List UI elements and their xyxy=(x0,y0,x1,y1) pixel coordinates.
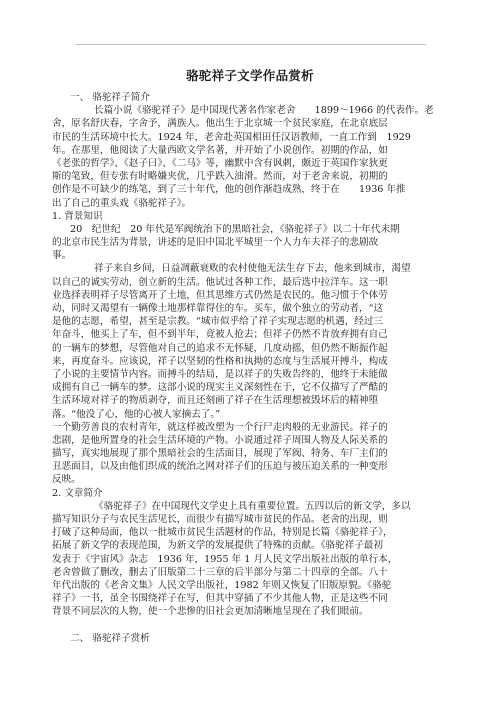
text-line: 成拥有自己一辆车的梦。这部小说的现实主义深刻性在于，它不仅描写了严酷的 xyxy=(52,382,388,394)
text-line: 斯的笔致，但专张有时略嫌夹优，几乎跌入油滑。然而，对于老舍来说，初期的 xyxy=(52,171,388,183)
text-line: 的一辆车的梦想，尽管他对自己的追求不无怀疑，几度动摇，但仍然不断振作起 xyxy=(52,342,388,354)
text-line: 《骆驼祥子》在中国现代文学史上具有重要位置。五四以后的新文学，多以 xyxy=(94,500,411,512)
text-line: 20 纪世纪 20 年代是军阀统治下的黑暗社会，《骆驼祥子》以二十年代末期 xyxy=(70,223,400,235)
text-line: 创作是不可缺少的练笔，到了三十年代，他的创作渐趋成熟，终于在 1936 年推 xyxy=(52,184,406,196)
text-line: 二、 骆驼祥子赏析 xyxy=(70,632,150,644)
text-line: 来，再度奋斗。应该说，祥子以坚韧的性格和执拗的态度与生活展开搏斗，构成 xyxy=(52,355,388,367)
text-line: 年。在那里，他阅读了大量西欧文学名著，并开始了小说创作。初期的作品，如 xyxy=(52,144,388,156)
blank-line xyxy=(52,619,448,632)
text-line: 事。 xyxy=(52,250,72,262)
text-line: 业选择表明祥子尽管离开了土地，但其思维方式仍然是农民的。他习惯于个体劳 xyxy=(52,289,388,301)
text-line: 是他的志愿，希望，甚至是宗教。“城市似乎给了祥子实现志愿的机遇，经过三 xyxy=(52,316,384,328)
text-line: 祥子来自乡间，日益凋蔽衰败的农村使他无法生存下去，他来到城市，渴望 xyxy=(94,263,411,275)
text-line: 背景不同层次的人物，使一个悲惨的旧社会更加清晰地呈现在了我们眼前。 xyxy=(52,606,369,618)
text-line: 舍，原名舒庆春，字舍予，满族人。他出生于北京城一个贫民家庭，在北京底层 xyxy=(52,118,388,130)
text-line: 祥子》一书，虽全书围绕祥子在写，但其中穿插了不少其他人物，正是这些不同 xyxy=(52,593,388,605)
text-line: 长篇小说《骆驼祥子》是中国现代著名作家老舍 1899～1966 的代表作。老 xyxy=(94,105,434,117)
text-line: 了小说的主要情节内容。而搏斗的结局，是以祥子的失败告终的，他终于未能做 xyxy=(52,368,388,380)
text-line: 年代出版的《老舍文集》人民文学出版社，1982 年则又恢复了旧版原貌。《骆驼 xyxy=(52,579,392,591)
text-line: 出了自己的重头戏《骆驼祥子》。 xyxy=(52,197,192,209)
text-line: 以自己的诚实劳动，创立新的生活。他试过各种工作，最后选中拉洋车。这一职 xyxy=(52,276,388,288)
text-line: 一个勤劳善良的农村青年，就这样被改塑为一个行尸走肉般的无业游民。祥子的 xyxy=(52,421,388,433)
text-line: 拓展了新文学的表现范围，为新文学的发展提供了特殊的贡献。《骆驼祥子最初 xyxy=(52,540,383,552)
text-line: 落。“他没了心，他的心被人家摘去了。” xyxy=(52,408,221,420)
text-line: 动，同时又渴望有一辆像土地那样靠得住的车。买车，做个独立的劳动者，“这 xyxy=(52,303,384,314)
text-line: 描写知识分子与农民生活见长，而很少有描写城市贫民的作品。老舍的出现，则 xyxy=(52,514,388,525)
text-line: 反映。 xyxy=(52,474,81,486)
text-line: 老舍曾做了删改，删去了旧版第二十三章的后半部分与第二十四章的全部。八十 xyxy=(52,566,388,578)
document-body xyxy=(52,91,448,645)
text-line: 年奋斗，他买上了车，但不到半年，竟被人抢去；但祥子仍然不肯放弃拥有自己 xyxy=(52,329,388,341)
text-line: 发表于《宇宙风》杂志 1936 年，1955 年 1 月人民文学出版社出版的单行本， xyxy=(52,553,398,565)
text-line: 1. 背景知识 xyxy=(52,210,103,222)
text-line: 《老张的哲学》、《赵子曰》、《二马》等，幽默中含有讽刺，颇近于英国作家狄更 xyxy=(52,157,388,169)
text-line: 的北京市民生活为背景，讲述的是旧中国北平城里一个人力车夫祥子的悲剧故 xyxy=(52,237,379,249)
text-line: 2. 文章简介 xyxy=(52,487,103,499)
text-line: 丑恶面目，以及由他们织成的统治之网对祥子们的压迫与被压迫关系的一种变形 xyxy=(52,461,388,473)
text-line: 一、 骆驼祥子简介 xyxy=(70,92,150,103)
document-title: 骆驼祥子文学作品赏析 xyxy=(185,68,314,83)
text-line: 市民的生活环境中长大。1924 年，老舍赴英国相田任汉语教师，一直工作到 1929 xyxy=(52,131,411,143)
header-rule xyxy=(76,44,426,45)
text-line: 悲剧，是他所置身的社会生活环境的产物。小说通过祥子周围人物及人际关系的 xyxy=(52,434,388,446)
text-line: 描写，真实地展现了那个黑暗社会的生活面目，展现了军阀、特务、车厂主们的 xyxy=(52,448,388,460)
text-line: 打破了这种局面，他以一批城市贫民生活题材的作品，特别是长篇《骆驼祥子》， xyxy=(52,527,393,539)
text-line: 生活环境对祥子的物质剥夺，而且还刻画了祥子在生活理想被毁坏后的精神堕 xyxy=(52,395,379,407)
